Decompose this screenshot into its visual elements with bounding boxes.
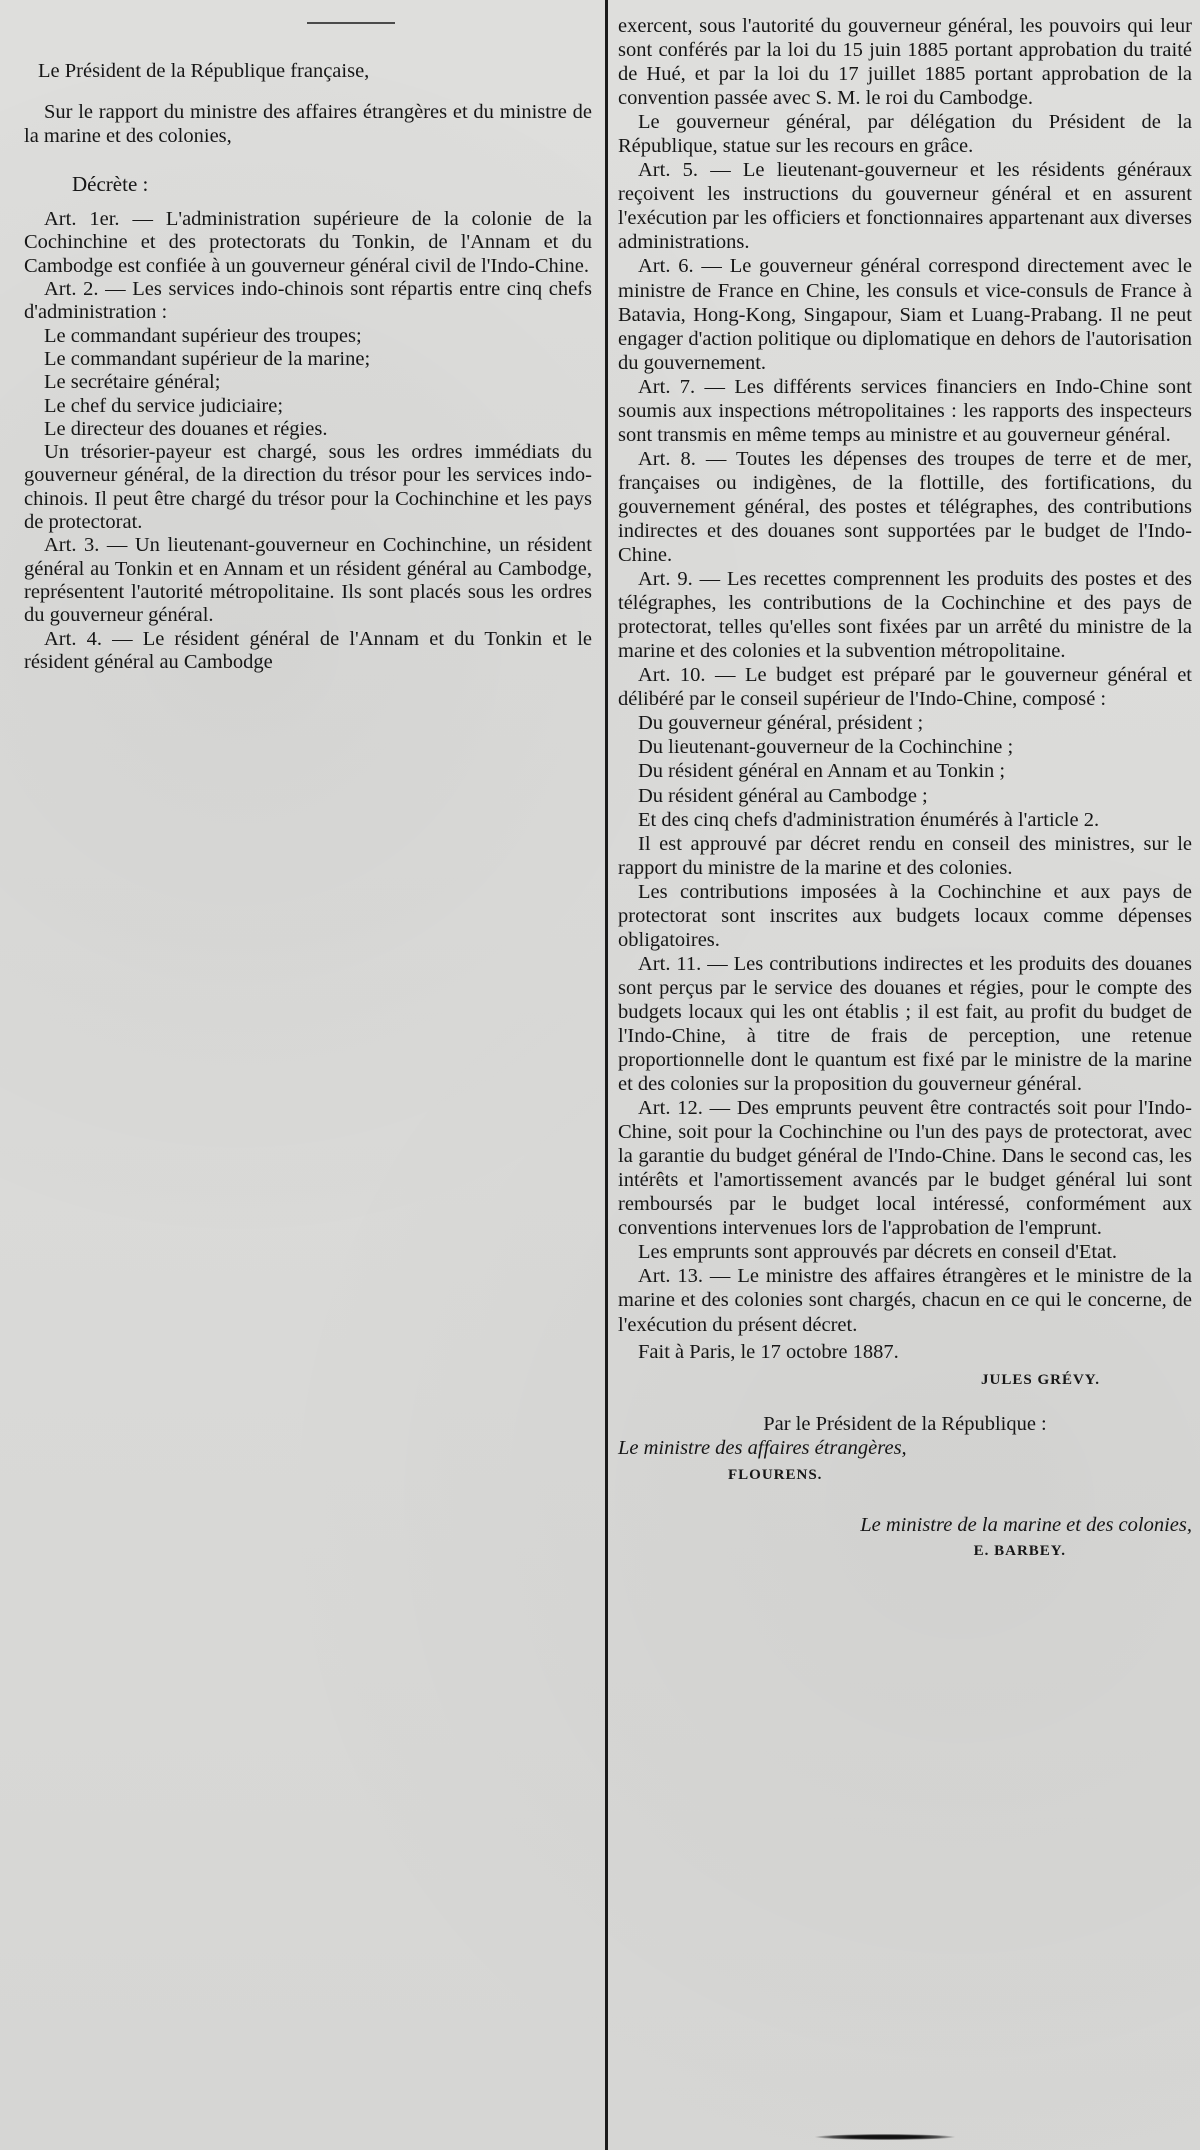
article-1: Art. 1er. — L'administration supérieure de la colonie de la Cochinchine et des protectorats du Tonkin, de l'Annam et du Cambodge est confiée à un gouverneur général civil de l'Indo-Chine. <box>24 208 592 277</box>
administration-chiefs-list <box>24 325 592 441</box>
dated-place: Fait à Paris, le 17 octobre 1887. <box>638 1340 899 1363</box>
report-clause: Sur le rapport du ministre des affaires étrangères et du ministre de la marine et des colonies, <box>24 101 592 147</box>
article-7: Art. 7. — Les différents services financiers en Indo-Chine sont soumis aux inspections métropolitaines : les rapports des inspecteurs sont transmis en même temps au ministre et au gouverneur général. <box>618 375 1192 446</box>
list-item: Le commandant supérieur des troupes; <box>44 324 362 347</box>
list-item: Et des cinq chefs d'administration énumérés à l'article 2. <box>638 808 1100 831</box>
article-8: Art. 8. — Toutes les dépenses des troupes de terre et de mer, françaises ou indigènes, de la flottille, des fortifications, du gouvernement général, des postes et télégraphes, des contributions indirectes et des douanes sont supportées par le budget de l'Indo-Chine. <box>618 447 1192 567</box>
list-item: Du lieutenant-gouverneur de la Cochinchine ; <box>638 736 1014 759</box>
right-column <box>618 14 1192 1563</box>
column-divider <box>605 0 608 2150</box>
pardon-paragraph: Le gouverneur général, par délégation du Président de la République, statue sur les recours en grâce. <box>618 111 1192 158</box>
foreign-affairs-minister: Le ministre des affaires étrangères, <box>618 1436 907 1459</box>
treasurer-paragraph: Un trésorier-payeur est chargé, sous les ordres immédiats du gouverneur général, de la direction du trésor pour les services indo-chinois. Il peut être chargé du trésor pour la Cochinchine et les pays de protectorat. <box>24 441 592 534</box>
list-item: Le chef du service judiciaire; <box>44 394 284 417</box>
article-2: Art. 2. — Les services indo-chinois sont répartis entre cinq chefs d'administration : <box>24 278 592 324</box>
top-rule <box>307 22 395 24</box>
list-item: Du résident général au Cambodge ; <box>638 784 928 807</box>
by-president-line: Par le Président de la République : <box>763 1412 1047 1435</box>
loans-approval-paragraph: Les emprunts sont approuvés par décrets en conseil d'Etat. <box>638 1241 1118 1264</box>
contributions-paragraph: Les contributions imposées à la Cochinchine et aux pays de protectorat sont inscrites aux budgets locaux comme dépenses obligatoires. <box>618 880 1192 951</box>
article-3: Art. 3. — Un lieutenant-gouverneur en Cochinchine, un résident général au Tonkin et en Annam et un résident général au Cambodge, représentent l'autorité métropolitaine. Ils sont placés sous les ordres du gouverneur général. <box>24 534 592 627</box>
article-6: Art. 6. — Le gouverneur général correspond directement avec le ministre de France en Chine, les consuls et vice-consuls de France à Batavia, Hong-Kong, Singapour, Siam et Luang-Prabang. Il ne peut engager d'action politique ou diplomatique en dehors de l'autorisation du gouvernement. <box>618 255 1192 374</box>
council-members-list <box>618 711 1192 831</box>
decree-heading: Décrète : <box>72 171 149 196</box>
list-item: Du résident général en Annam et au Tonkin ; <box>638 760 1006 783</box>
bottom-ornament <box>815 2134 955 2140</box>
signature-jules-grevy: JULES GRÉVY. <box>981 1371 1100 1388</box>
list-item: Le secrétaire général; <box>44 371 221 394</box>
article-4-continued: exercent, sous l'autorité du gouverneur général, les pouvoirs qui leur sont conférés par la loi du 15 juin 1885 portant approbation du traité de Hué, et par la loi du 17 juillet 1885 portant approbation de la convention passée avec S. M. le roi du Cambodge. <box>618 15 1192 110</box>
article-9: Art. 9. — Les recettes comprennent les produits des postes et des télégraphes, les contributions de la Cochinchine et des pays de protectorat, telles qu'elles sont fixées par un arrêté du ministre de la marine et des colonies et la subvention métropolitaine. <box>618 568 1192 663</box>
decree-opening: Le Président de la République française, <box>38 60 370 82</box>
article-12: Art. 12. — Des emprunts peuvent être contractés soit pour l'Indo-Chine, soit pour la Cochinchine ou l'un des pays de protectorat, avec la garantie du budget général de l'Indo-Chine. Dans le second cas, les intérêts et l'amortissement avancés par le budget général lui sont remboursés par le budget local intéressé, conformément aux conventions intervenues lors de l'approbation de l'emprunt. <box>618 1097 1192 1240</box>
marine-colonies-minister: Le ministre de la marine et des colonies, <box>860 1513 1192 1536</box>
article-4-start: Art. 4. — Le résident général de l'Annam et du Tonkin et le résident général au Cambodge <box>24 627 592 673</box>
article-11: Art. 11. — Les contributions indirectes et les produits des douanes sont perçus par le service des douanes et régies, pour le compte des budgets locaux qui les ont établis ; il est fait, au profit du budget de l'Indo-Chine, à titre de frais de perception, une retenue proportionnelle dont le quantum est fixé par le ministre de la marine et des colonies sur la proposition du gouverneur général. <box>618 952 1192 1096</box>
list-item: Du gouverneur général, président ; <box>638 712 924 735</box>
list-item: Le directeur des douanes et régies. <box>44 417 328 440</box>
left-column <box>24 60 592 674</box>
article-5: Art. 5. — Le lieutenant-gouverneur et les résidents généraux reçoivent les instructions du gouverneur général et en assurent l'exécution par les officiers et fonctionnaires appartenant aux diverses administrations. <box>618 159 1192 254</box>
budget-approval-paragraph: Il est approuvé par décret rendu en conseil des ministres, sur le rapport du ministre de la marine et des colonies. <box>618 832 1192 879</box>
article-10: Art. 10. — Le budget est préparé par le gouverneur général et délibéré par le conseil supérieur de l'Indo-Chine, composé : <box>618 664 1192 711</box>
signature-flourens: FLOURENS. <box>728 1466 823 1483</box>
list-item: Le commandant supérieur de la marine; <box>44 347 371 370</box>
signature-barbey: E. BARBEY. <box>973 1542 1066 1559</box>
article-13: Art. 13. — Le ministre des affaires étrangères et le ministre de la marine et des colonies sont chargés, chacun en ce qui le concerne, de l'exécution du présent décret. <box>618 1265 1192 1336</box>
